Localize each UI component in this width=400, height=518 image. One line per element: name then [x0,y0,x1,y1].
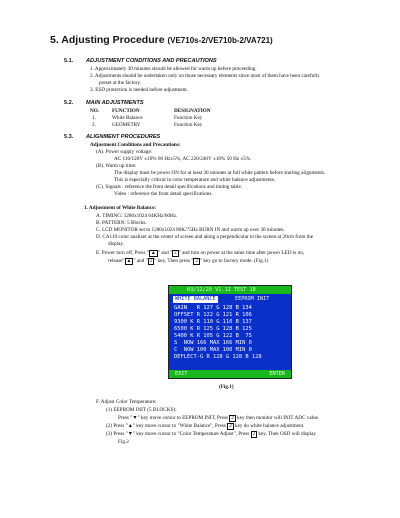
key-2: 2 [149,259,153,264]
section-5-1-heading: 5.1. ADJUSTMENT CONDITIONS AND PRECAUTIONS [64,58,217,64]
osd-tab-eeprom-init[interactable]: EEPROM INIT [235,296,270,302]
osd-bottom-bar [169,370,291,378]
row1-function: White Balance [112,115,143,121]
osd-enter-label: ENTER [269,371,285,377]
osd-row-s[interactable]: S NOW 166 MAX 166 MIN 0 [174,340,252,346]
step-f1: (1) EEPROM INIT (5 BLOCKS): [106,407,177,413]
cond-b: (B). Warm up time: [96,163,137,169]
cond-a-detail: AC 110/120V ±10% 60 Hz±5%, AC 220/240V ±10% 50 Hz ±5%. [114,156,252,162]
osd-top-bar [169,286,291,294]
row2-designation: Function Key [174,122,203,128]
step-b: B. PATTERN: 5 Blocks. [96,220,147,226]
step-f3-fig-ref: Fig.2 [118,439,129,445]
step-f: F. Adjust Color Temperature: [96,399,157,405]
osd-row-c[interactable]: C NOW 100 MAX 100 MIN 0 [174,347,252,353]
section-5-2-heading: 5.2. MAIN ADJUSTMENTS [64,100,144,106]
col-no-header: NO. [90,108,100,114]
cond-c: (C). Signals : reference the front detail specifications and timing table. [96,184,243,190]
col-function-header: FUNCTION [112,108,140,114]
section-5-3-heading: 5.3. ALIGNMENT PROCEDURES [64,134,161,140]
row1-no: 1. [92,115,96,121]
osd-row-9300k[interactable]: 9300 K R 110 G 110 B 137 [174,319,252,325]
white-balance-heading: 1. Adjustment of White Balance: [84,205,157,211]
step-d1: D. CA110 color analizer at the center of screen and along a perpendicular to the screen at 20cm from the [96,234,314,240]
osd-exit-label: EXIT [175,371,188,377]
s51-line3: 3. ESD protection is needed before adjustment. [90,87,188,93]
step-a: A. TIMING: 1280x1024 64KHz/60Hz. [96,213,178,219]
step-e-line2: release" ▲ " and " 2 " key, Then press " 2 " key go to factory mode. (Fig.1) [108,258,269,264]
step-c: C. LCD MONITOR set to 1280x1024 80K/75Hz BURN IN and warm up over 30 minutes. [96,227,285,233]
osd-tab-white-balance[interactable]: WHITE BALANCE [175,296,216,302]
title-model: (VE710s-2/VE710b-2/VA721) [167,36,273,45]
title-main: 5. Adjusting Procedure [50,34,165,46]
step-f1-detail: Press "▼" key move cursor to EEPROM INIT, Press 2 key then monitor will INIT ADC value. [118,415,320,421]
row2-function: GEOMETRY [112,122,141,128]
cond-c-detail: Video : reference the front detail specifications. [114,191,213,197]
step-d2: display. [108,241,124,247]
s51-line2b: preset at the factory. [99,80,142,86]
key-2: 2 [231,416,234,421]
conditions-subheading: Adjustment Conditions and Precautions: [90,142,181,148]
osd-row-6500k[interactable]: 6500 K R 125 G 128 B 125 [174,326,252,332]
osd-row-gain[interactable]: GAIN R 127 G 128 B 134 [174,305,252,311]
cond-b-detail2: This is especially critical in color temperature and white balance adjustments. [114,177,276,183]
up-key: ▲ [126,259,132,264]
osd-row-offset[interactable]: OFFSET R 122 G 121 R 106 [174,312,252,318]
col-designation-header: DESIGNATION [174,108,211,114]
figure-caption: (Fig.1) [219,384,234,390]
osd-row-5400k[interactable]: 5400 K R 105 G 122 B 75 [174,333,252,339]
key-2: 2 [229,424,232,429]
cond-b-detail1: The display must be power ON for at least 30 minutes at full white pattern before starting alignments. [114,170,326,176]
key-2: 2 [252,432,256,437]
cond-a: (A). Power supply voltage: [96,149,153,155]
row2-no: 2. [92,122,96,128]
s51-line2a: 2. Adjustments should be undertaken only on those necessary elements since most of them have been carefully [90,73,320,79]
step-f2: (2) Press "▲" key move cursor to "White Balance", Press 2 key do white balance adjustment. [106,423,305,429]
osd-version-text: 03/12/20 V1.12 TEST 1B [187,287,256,293]
row1-designation: Function Key [174,115,203,121]
key-2: 2 [195,259,198,264]
page-title [50,34,273,46]
up-key: ▲ [150,251,156,256]
step-f3: (3) Press "▼" key move cursor to "Color Temperature Adjust", Press 2 key, Then OSD will display [106,431,316,437]
s51-line1: 1. Approximately 30 minutes should be allowed for warm up before proceeding. [90,66,257,72]
osd-row-deflect[interactable]: DEFLECT-G R 128 G 128 B 128 [174,354,262,360]
osd-factory-menu [168,285,292,379]
step-e-line1: E. Power turn off, Press " ▲ " and " 2 " and turn on power at the same time after power LED is on, [96,250,305,256]
key-2: 2 [174,251,177,256]
